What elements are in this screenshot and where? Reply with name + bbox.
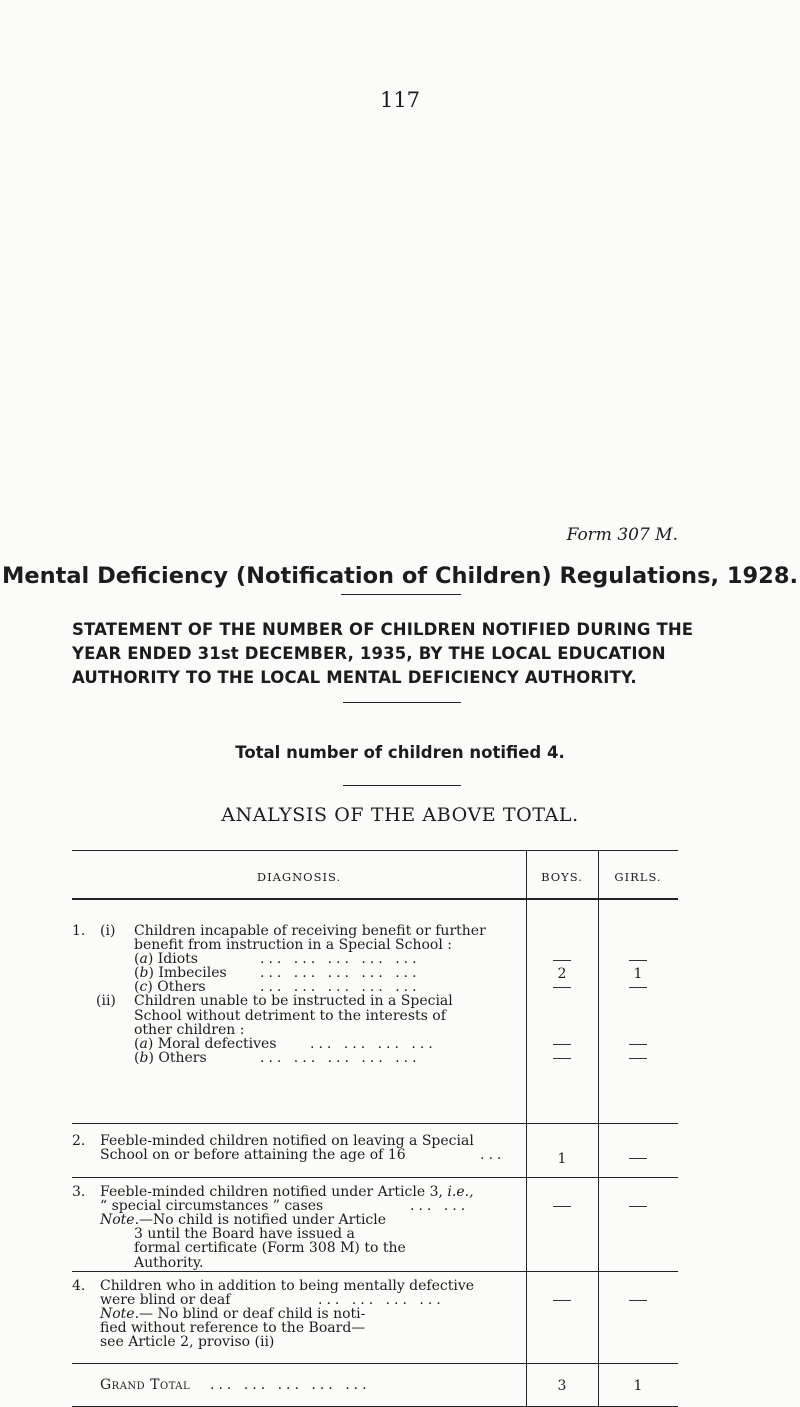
item-others: (b) Others bbox=[134, 1049, 207, 1066]
section-number: 4. bbox=[72, 1278, 86, 1295]
section-note bbox=[100, 1307, 365, 1321]
imbeciles-girls: 1 bbox=[633, 966, 643, 983]
section-text: “ special circumstances ” cases bbox=[100, 1198, 324, 1215]
statement-line: YEAR ENDED 31st DECEMBER, 1935, BY THE LOCAL EDUCATION bbox=[72, 643, 666, 663]
leader-dots: ... ... ... ... bbox=[310, 1035, 437, 1052]
leader-dots: ... ... ... ... ... bbox=[260, 965, 421, 982]
section-text bbox=[100, 1185, 474, 1199]
nil-dash bbox=[629, 960, 647, 961]
row-rule bbox=[72, 1271, 678, 1272]
statement-line: STATEMENT OF THE NUMBER OF CHILDREN NOTIFIED DURING THE bbox=[72, 619, 694, 639]
abbreviation: i.e., bbox=[447, 1184, 474, 1201]
divider bbox=[343, 702, 461, 703]
section-number: 3. bbox=[72, 1184, 86, 1201]
section-text: Children unable to be instructed in a Special bbox=[134, 993, 453, 1010]
divider bbox=[341, 594, 461, 595]
nil-dash bbox=[553, 960, 571, 961]
grand-total-boys: 3 bbox=[557, 1377, 567, 1394]
section-text: other children : bbox=[134, 1021, 245, 1038]
grand-total-girls: 1 bbox=[633, 1377, 643, 1394]
section-text: School on or before attaining the age of 16 bbox=[100, 1147, 406, 1164]
item-imbeciles: (b) Imbeciles bbox=[134, 965, 227, 982]
note-text: fied without reference to the Board— bbox=[100, 1320, 366, 1337]
note-label: Note. bbox=[100, 1306, 140, 1323]
note-text: — No blind or deaf child is noti- bbox=[139, 1306, 366, 1323]
leader-dots: ... ... ... ... ... bbox=[260, 979, 421, 996]
divider bbox=[343, 785, 461, 786]
item-label: Others bbox=[158, 1049, 207, 1066]
item-label: Others bbox=[157, 979, 206, 996]
note-text: formal certificate (Form 308 M) to the bbox=[134, 1240, 406, 1257]
item-moral-defectives: (a) Moral defectives bbox=[134, 1035, 277, 1052]
section-text: Children incapable of receiving benefit or further bbox=[134, 923, 486, 940]
nil-dash bbox=[629, 1058, 647, 1059]
statement-line: AUTHORITY TO THE LOCAL MENTAL DEFICIENCY AUTHORITY. bbox=[72, 667, 637, 687]
row-rule bbox=[72, 1177, 678, 1178]
nil-dash bbox=[553, 1206, 571, 1207]
nil-dash bbox=[553, 1044, 571, 1045]
section-note bbox=[100, 1213, 386, 1227]
column-divider bbox=[526, 850, 527, 1406]
item-others: (c) Others bbox=[134, 979, 206, 996]
row-rule bbox=[72, 1123, 678, 1124]
leader-dots: ... ... ... ... ... bbox=[260, 951, 421, 968]
section-number: 1. bbox=[72, 923, 86, 940]
document-title: Mental Deficiency (Notification of Children) Regulations, 1928. bbox=[1, 562, 799, 589]
leader-dots: ... ... ... ... ... bbox=[210, 1376, 371, 1393]
leader-dots: ... ... ... ... bbox=[318, 1292, 445, 1309]
header-diagnosis: DIAGNOSIS. bbox=[256, 870, 342, 885]
nil-dash bbox=[629, 1300, 647, 1301]
item-idiots: (a) Idiots bbox=[134, 951, 198, 968]
statement-heading bbox=[72, 618, 742, 690]
leader-dots: ... ... bbox=[410, 1198, 470, 1215]
header-rule bbox=[72, 898, 678, 900]
section-text: benefit from instruction in a Special School : bbox=[134, 937, 452, 954]
grand-total-label: Grand Total bbox=[100, 1376, 191, 1393]
total-notified: Total number of children notified 4. bbox=[235, 742, 565, 762]
nil-dash bbox=[553, 987, 571, 988]
leader-dots: ... ... ... ... ... bbox=[260, 1049, 421, 1066]
nil-dash bbox=[629, 1206, 647, 1207]
header-boys: BOYS. bbox=[541, 870, 583, 885]
feeble-minded-leaving-boys: 1 bbox=[557, 1150, 567, 1167]
section-number: 2. bbox=[72, 1133, 86, 1150]
row-rule bbox=[72, 1363, 678, 1364]
form-reference: Form 307 M. bbox=[566, 525, 678, 546]
nil-dash bbox=[553, 1058, 571, 1059]
note-text: Authority. bbox=[134, 1254, 204, 1271]
page-number: 117 bbox=[379, 88, 421, 113]
column-divider bbox=[598, 850, 599, 1406]
note-label: Note. bbox=[100, 1212, 140, 1229]
note-text: 3 until the Board have issued a bbox=[134, 1226, 355, 1243]
leader-dots: ... bbox=[480, 1147, 506, 1164]
subsection-label: (i) bbox=[100, 923, 116, 940]
note-text: —No child is notified under Article bbox=[139, 1212, 387, 1229]
section-text: Feeble-minded children notified on leaving a Special bbox=[100, 1133, 474, 1150]
nil-dash bbox=[629, 987, 647, 988]
imbeciles-boys: 2 bbox=[557, 966, 567, 983]
item-label: Imbeciles bbox=[158, 965, 227, 982]
nil-dash bbox=[629, 1158, 647, 1159]
subsection-label: (ii) bbox=[96, 993, 116, 1010]
nil-dash bbox=[553, 1300, 571, 1301]
note-text: see Article 2, proviso (ii) bbox=[100, 1334, 275, 1351]
analysis-heading: ANALYSIS OF THE ABOVE TOTAL. bbox=[221, 804, 579, 827]
nil-dash bbox=[629, 1044, 647, 1045]
section-text: were blind or deaf bbox=[100, 1292, 231, 1309]
section-text: School without detriment to the interests of bbox=[134, 1007, 446, 1024]
section-text: Children who in addition to being mentally defective bbox=[100, 1278, 475, 1295]
item-label: Idiots bbox=[157, 951, 198, 968]
header-girls: GIRLS. bbox=[614, 870, 662, 885]
table-top-rule bbox=[72, 850, 678, 851]
item-label: Moral defectives bbox=[157, 1035, 277, 1052]
section-text-main: Feeble-minded children notified under Article 3, bbox=[100, 1184, 443, 1201]
